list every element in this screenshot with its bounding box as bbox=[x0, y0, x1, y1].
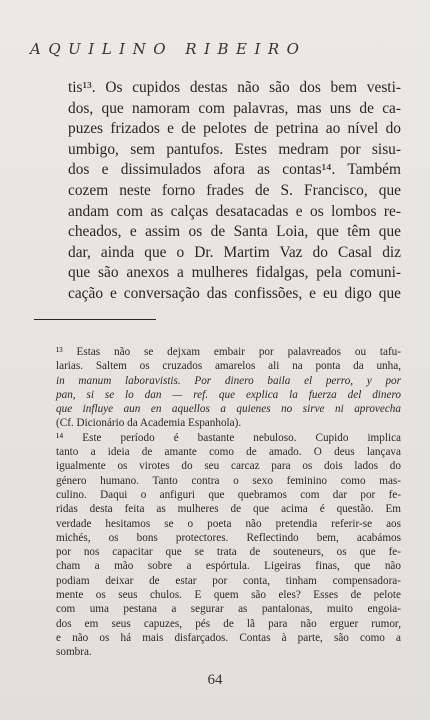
text-line: cheados, e assim os de Santa Loia, que têm que bbox=[68, 223, 401, 241]
footnote-line: larias. Saltem os cruzados amarelos ali na ponta da unha, bbox=[56, 360, 401, 373]
footnote-line: género humano. Tanto contra o sexo feminino como mas- bbox=[56, 474, 401, 487]
running-header bbox=[30, 40, 402, 58]
footnote-line: michés, os bons protectores. Reflectindo bem, acabámos bbox=[56, 531, 401, 544]
footnote-line: por nos capacitar que se trata de souteneurs, os que fe- bbox=[56, 546, 401, 559]
footnote-line: cham a mão sobre a espórtula. Ligeiras finas, que não bbox=[56, 560, 401, 573]
footnote-line: que influye aun en aquellos a quienes no sirve ni aprovecha bbox=[56, 403, 401, 416]
footnote-line: (Cf. Dicionário da Academia Espanhola). bbox=[56, 417, 242, 430]
text-line: tis¹³. Os cupidos destas não são dos bem vesti- bbox=[68, 79, 401, 96]
text-line: puzes frizados e de pelotes de petrina ao nível do bbox=[68, 120, 401, 138]
footnote-line: mente os seus chulos. E quem são eles? Esses de pelote bbox=[56, 589, 401, 602]
text-line: dar, ainda que o Dr. Martim Vaz do Casal diz bbox=[68, 243, 401, 261]
footnote-line: verdade hesitamos se o poeta não pretendia referir-se aos bbox=[56, 517, 401, 530]
footnote-line: tanto a ideia de amante como de amado. O deus lançava bbox=[56, 446, 401, 459]
footnotes bbox=[56, 345, 401, 660]
footnote-line: podiam deixar de estar por conta, tinham compensadora- bbox=[56, 574, 401, 587]
footnote-line: dos em seus capuzes, pés de lã para não erguer rumor, bbox=[56, 617, 401, 630]
page-number: 64 bbox=[207, 672, 223, 688]
text-line: dos e dissimulados afora as contas¹⁴. Também bbox=[68, 161, 401, 179]
footnote-line: ridas desta feita as mulheres de que acima é questão. Em bbox=[56, 503, 401, 516]
text-line: cozem neste forno frades de S. Francisco, que bbox=[68, 181, 401, 199]
text-line: dos, que namoram com palavras, mas uns de ca- bbox=[68, 99, 401, 117]
main-text bbox=[68, 78, 401, 305]
footnote-line: ¹⁴ Este período é bastante nebuloso. Cupido implica bbox=[56, 431, 401, 444]
footnote-line: igualmente os virotes do seu carcaz para os dois lados do bbox=[56, 460, 401, 473]
footnote-separator bbox=[34, 319, 156, 320]
text-line: umbigo, sem pantufos. Estes medram por sisu- bbox=[68, 140, 401, 158]
footnote-line: in manum laboravistis. Por dinero baila el perro, y por bbox=[56, 374, 401, 387]
text-line: andam com as calças desatacadas e os lombos re- bbox=[68, 202, 401, 220]
footnote-line: sombra. bbox=[56, 646, 92, 659]
text-line: cação e conversação das confissões, e eu digo que bbox=[68, 284, 401, 302]
footnote-line: culino. Daqui o anfiguri que quebramos com dar por fe- bbox=[56, 488, 401, 501]
running-title: AQUILINO RIBEIRO bbox=[30, 40, 307, 58]
footnote-line: ¹³ Estas não se dejxam embair por palavreados ou tafu- bbox=[56, 346, 401, 358]
footnote-line: pan, si se lo dan — ref. que explica la fuerza del dinero bbox=[56, 388, 401, 401]
text-line: que são anexos a mulheres fidalgas, pela comuni- bbox=[68, 264, 401, 282]
footnote-line: com uma pestana a segurar as pantalonas, muito engoia- bbox=[56, 603, 401, 616]
footnote-line: e não os há mais disfarçados. Contas à parte, são como a bbox=[56, 631, 401, 644]
